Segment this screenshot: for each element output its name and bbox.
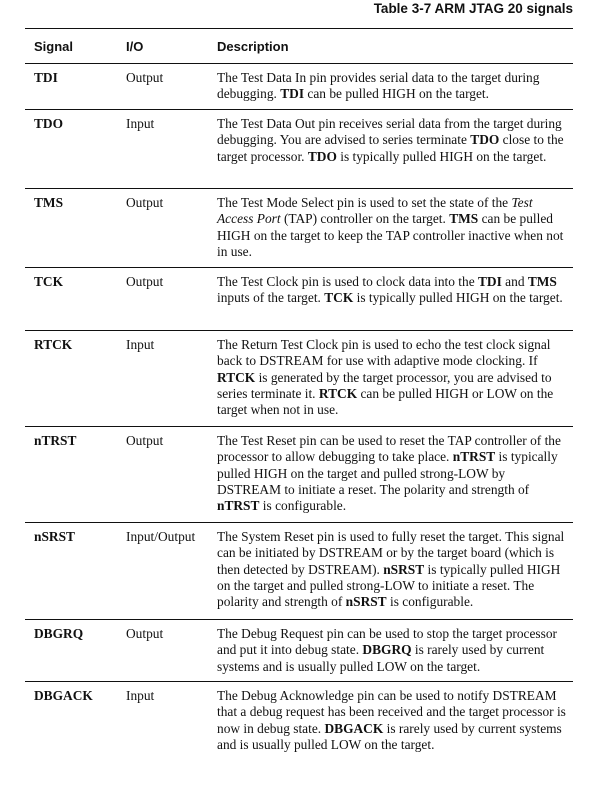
table-row [25, 682, 573, 782]
header-signal: Signal [34, 38, 74, 54]
signal-io: Output [126, 626, 164, 641]
description-text: The Test Mode Select pin is used to set the state of the [217, 195, 512, 210]
signal-description [217, 529, 573, 613]
description-text: can be pulled HIGH on the target to keep the TAP controller inactive when not in use. [217, 211, 564, 259]
signal-description [217, 433, 573, 516]
description-text: The Test Clock pin is used to clock data into the [217, 274, 478, 289]
table-row [25, 268, 573, 331]
signal-reference: RTCK [318, 385, 358, 401]
signal-name: TDI [34, 70, 58, 85]
signal-io: Input [126, 688, 155, 703]
table-row [25, 189, 573, 268]
table-row [25, 620, 573, 682]
signal-description [217, 70, 573, 103]
table-caption: Table 3-7 ARM JTAG 20 signals [373, 1, 573, 16]
description-text: The System Reset pin is used to fully reset the target. This signal can be initiated by DSTREAM or by the target board (which is then detected by DSTREAM). [217, 529, 565, 577]
signal-description [217, 626, 573, 675]
description-text: is typically pulled HIGH on the target. [336, 148, 547, 164]
signal-name: RTCK [34, 337, 73, 352]
description-text: The Test Reset pin can be used to reset the TAP controller of the processor to allow debugging to take place. [217, 433, 561, 465]
description-text: can be pulled HIGH on the target. [304, 86, 489, 102]
signal-io: Output [126, 433, 164, 448]
description-text: The Debug Request pin can be used to stop the target processor and put it into debug state. [217, 626, 558, 658]
table-body [25, 64, 573, 782]
table-row [25, 331, 573, 427]
signal-name: nTRST [34, 433, 77, 448]
signals-table [25, 28, 573, 782]
signal-reference: nTRST [452, 449, 496, 465]
signal-io: Output [126, 274, 164, 289]
signal-io: Output [126, 70, 164, 85]
signal-reference: nSRST [345, 594, 387, 610]
signal-name: TMS [34, 195, 64, 210]
signal-reference: TDI [280, 86, 305, 102]
description-text: can be pulled HIGH or LOW on the target when not in use. [217, 385, 554, 418]
description-text: The Test Data In pin provides serial data to the target during debugging. [217, 70, 540, 102]
description-text: and [501, 274, 528, 289]
signal-io: Input [126, 116, 155, 131]
signal-reference: TDI [478, 274, 502, 289]
description-text: The Debug Acknowledge pin can be used to notify DSTREAM that a debug request has been received and the target processor is now in debug state. [217, 688, 566, 736]
signal-reference: nTRST [217, 498, 260, 514]
table-row [25, 64, 573, 110]
description-text: is generated by the target processor, you are advised to series terminate it. [217, 369, 552, 401]
signal-io: Input [126, 337, 155, 352]
table-header-row [25, 29, 573, 64]
header-description: Description [217, 38, 289, 54]
signal-reference: TCK [324, 290, 354, 306]
description-text: is rarely used by current systems and is usually pulled LOW on the target. [217, 642, 545, 674]
signal-name: TCK [34, 274, 64, 289]
description-text: inputs of the target. [217, 290, 325, 306]
signal-description [217, 195, 573, 261]
table-row [25, 427, 573, 523]
description-text: is configurable. [259, 498, 347, 514]
signal-reference: DBGRQ [362, 642, 412, 658]
signal-reference: DBGACK [324, 720, 384, 736]
signal-io: Output [126, 195, 164, 210]
header-io: I/O [126, 38, 144, 54]
signal-reference: nSRST [383, 561, 425, 577]
signal-description [217, 337, 573, 420]
table-row [25, 523, 573, 620]
table-row [25, 110, 573, 189]
description-text: is typically pulled HIGH on the target and pulled strong-LOW to initiate a reset. The polarity and strength of [217, 561, 561, 610]
signal-name: DBGACK [34, 688, 93, 703]
signal-reference: TDO [470, 132, 500, 148]
signal-io: Input/Output [126, 529, 196, 544]
description-text: The Return Test Clock pin is used to echo the test clock signal back to DSTREAM for use with adaptive mode clocking. If [217, 337, 551, 369]
signal-reference: TMS [527, 274, 557, 289]
description-text: The Test Data Out pin receives serial data from the target during debugging. You are advised to series terminate [217, 116, 562, 148]
signal-reference: TDO [307, 148, 337, 164]
description-text: is configurable. [386, 594, 474, 610]
description-text: is typically pulled HIGH on the target. [353, 290, 563, 306]
signal-description [217, 274, 573, 324]
description-text: is typically pulled HIGH on the target and pulled strong-LOW by DSTREAM to initiate a reset. The polarity and strength of [217, 449, 558, 497]
signal-description [217, 688, 573, 776]
signal-name: TDO [34, 116, 64, 131]
description-text: is rarely used by current systems and is usually pulled LOW on the target. [217, 720, 562, 752]
description-text: close to the target processor. [217, 132, 564, 164]
signal-name: nSRST [34, 529, 75, 544]
signal-reference: RTCK [217, 369, 256, 385]
description-text: (TAP) controller on the target. [280, 211, 450, 227]
signal-name: DBGRQ [34, 626, 84, 641]
description-text: Test Access Port [217, 195, 533, 227]
signal-reference: TMS [449, 211, 479, 227]
signal-description [217, 116, 573, 182]
